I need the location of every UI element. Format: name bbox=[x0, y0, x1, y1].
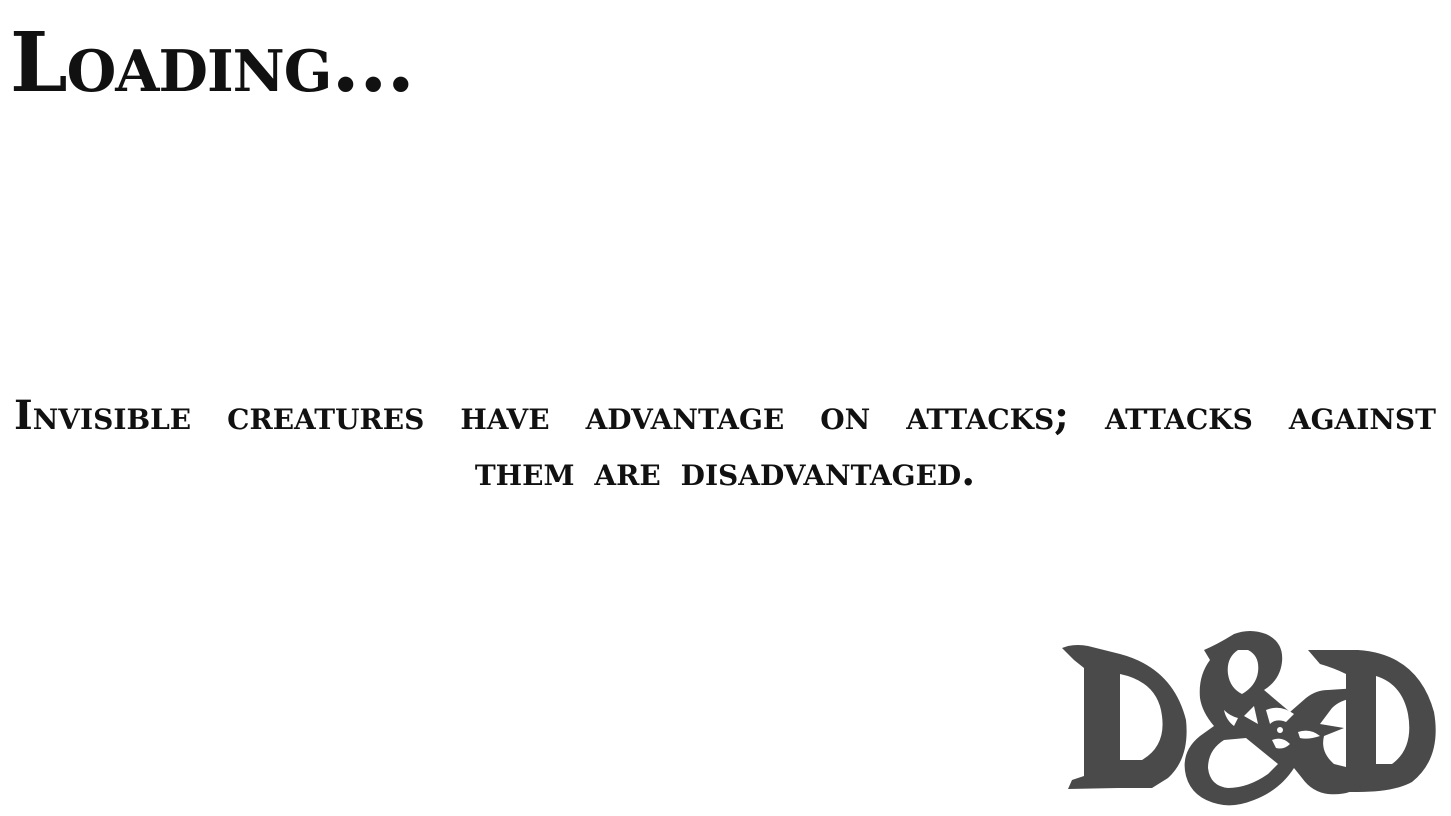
dnd-logo-icon bbox=[1058, 628, 1442, 812]
dnd-logo bbox=[1058, 628, 1442, 812]
loading-title: Loading... bbox=[10, 15, 415, 111]
logo-left-d bbox=[1062, 645, 1187, 789]
loading-tip-text: Invisible creatures have advantage on attacks; attacks against them are disadvantaged. bbox=[14, 392, 1436, 495]
